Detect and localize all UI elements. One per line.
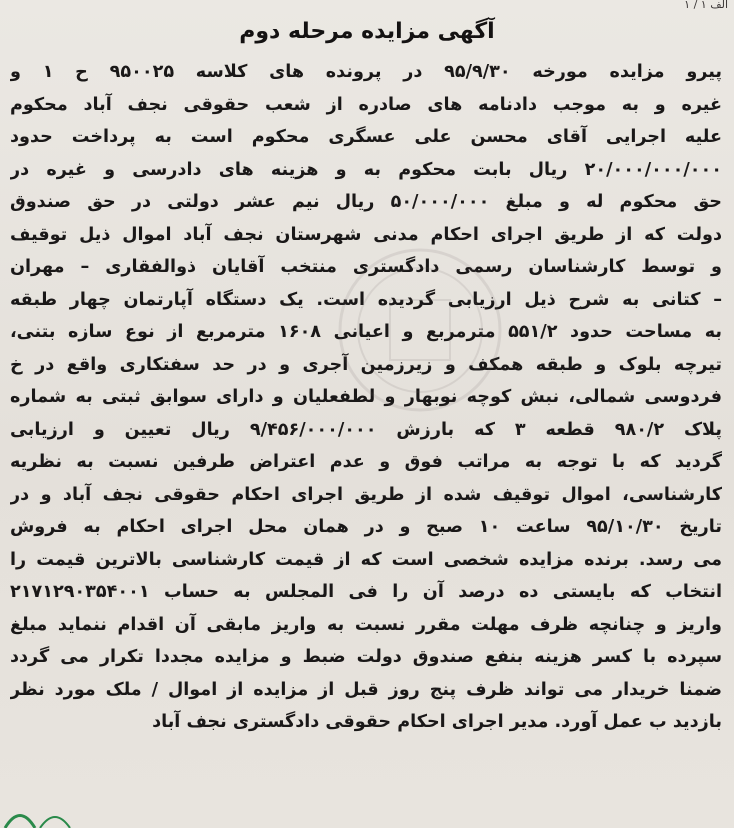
notice-line: ضمنا خریدار می تواند ظرف پنج روز قبل از مزایده از اموال / ملک مورد نظر: [10, 679, 722, 700]
notice-line: گردید که با توجه به مراتب فوق و عدم اعتراض طرفین نسبت به نظریه: [10, 452, 722, 472]
notice-line: – کتانی به شرح ذیل ارزیابی گردیده است. یک دستگاه آپارتمان چهار طبقه: [10, 289, 722, 310]
cropped-header-fragment: الف ۱ / ۱: [684, 0, 728, 10]
notice-line: انتخاب که بایستی ده درصد آن را فی المجلس به حساب ۲۱۷۱۲۹۰۳۵۴۰۰۱: [10, 582, 722, 602]
notice-line: علیه اجرایی آقای محسن علی عسگری محکوم است به پرداخت حدود: [10, 127, 722, 147]
notice-line: واریز و چنانچه ظرف مهلت مقرر نسبت به واریز مابقی آن اقدام ننماید مبلغ: [10, 614, 722, 635]
notice-title: آگهی مزایده مرحله دوم: [239, 19, 495, 44]
notice-line: کارشناسی، اموال توقیف شده از طریق اجرای احکام حقوقی نجف آباد و در: [10, 484, 722, 505]
notice-line: دولت که از طریق اجرای احکام مدنی شهرستان نجف آباد اموال ذیل توقیف: [10, 224, 722, 245]
notice-line: غیره و به موجب دادنامه های صادره از شعب حقوقی نجف آباد محکوم: [10, 94, 722, 115]
notice-line: فردوسی شمالی، نبش کوچه نوبهار و لطفعلیان و دارای سوابق ثبتی به شماره: [10, 387, 722, 407]
notice-line: سپرده با کسر هزینه بنفع صندوق دولت ضبط و مزایده مجددا تکرار می گردد: [10, 647, 722, 667]
notice-line: پلاک ۹۸۰/۲ قطعه ۳ که بارزش ۹/۴۵۶/۰۰۰/۰۰۰ ریال تعیین و ارزیابی: [10, 419, 722, 440]
notice-line: تاریخ ۹۵/۱۰/۳۰ ساعت ۱۰ صبح و در همان محل اجرای احکام به فروش: [10, 517, 722, 537]
notice-body: [10, 56, 722, 739]
notice-line: و توسط کارشناسان رسمی دادگستری منتخب آقایان ذوالفقاری – مهران: [10, 257, 722, 277]
notice-line: به مساحت حدود ۵۵۱/۲ مترمربع و اعیانی ۱۶۰۸ مترمربع از نوع سازه بتنی،: [10, 322, 722, 342]
notice-line: ۲۰/۰۰۰/۰۰۰/۰۰۰ ریال بابت محکوم به و هزینه های دادرسی و غیره در: [10, 159, 722, 180]
notice-line: حق محکوم له و مبلغ ۵۰/۰۰۰/۰۰۰ ریال نیم عشر دولتی در حق صندوق: [10, 192, 722, 212]
notice-line: می رسد. برنده مزایده شخصی است که از قیمت کارشناسی بالاترین قیمت را: [10, 549, 722, 570]
notice-line: بازدید ب عمل آورد. مدیر اجرای احکام حقوقی دادگستری نجف آباد: [152, 712, 722, 732]
notice-line: پیرو مزایده مورخه ۹۵/۹/۳۰ در پرونده های کلاسه ۹۵۰۰۲۵ ح ۱ و: [10, 62, 722, 82]
notice-line: تیرچه بلوک و طبقه همکف و زیرزمین آجری و در حد سفتکاری واقع در خ: [10, 354, 722, 375]
edge-ink-mark: [0, 798, 90, 828]
